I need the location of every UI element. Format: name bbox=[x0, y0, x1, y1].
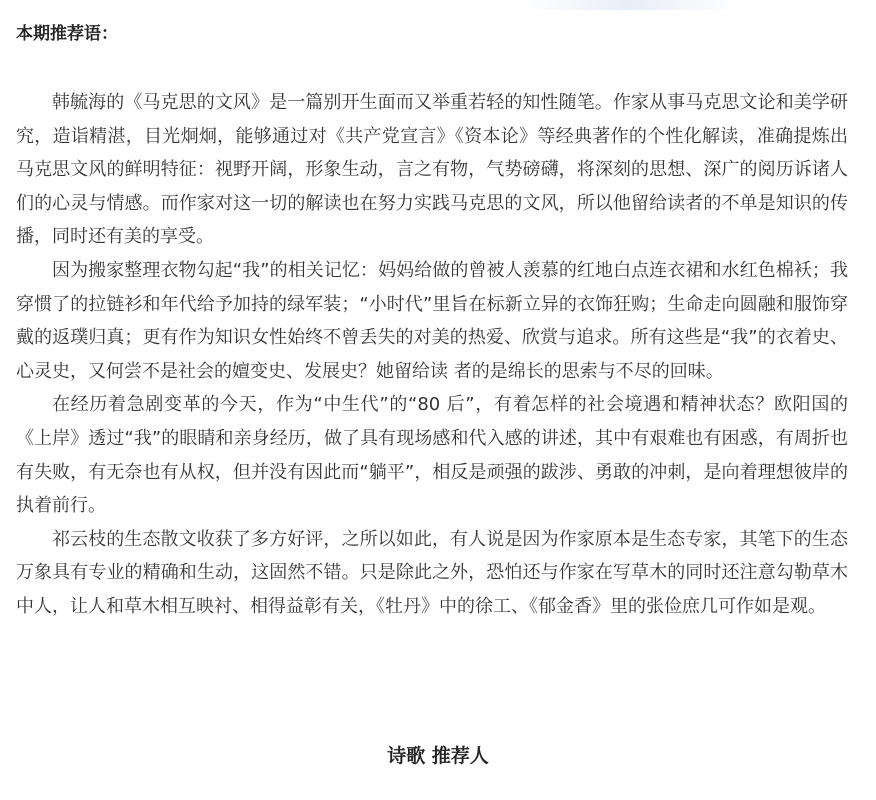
paragraph-clothing-memory: 因为搬家整理衣物勾起“我”的相关记忆：妈妈给做的曾被人羡慕的红地白点连衣裙和水红色棉袄；我穿惯了的拉链衫和年代给予加持的绿军装；“小时代”里旨在标新立异的衣饰狂购；生命走向圆融和服饰穿戴的返璞归真；更有作为知识女性始终不曾丢失的对美的热爱、欣赏与追求。所有这些是“我”的衣着史、心灵史，又何尝不是社会的嬗变史、发展史？她留给读 者的是绵长的思索与不尽的回味。 bbox=[16, 259, 848, 382]
recommendation-body bbox=[16, 86, 848, 624]
header-watermark bbox=[520, 0, 740, 10]
section-title-poetry: 诗歌 推荐人 bbox=[387, 745, 489, 767]
recommendation-heading: 本期推荐语： bbox=[16, 24, 118, 44]
paragraph-han-yuhai: 韩毓海的《马克思的文风》是一篇别开生面而又举重若轻的知性随笔。作家从事马克思文论和美学研究，造诣精湛，目光炯炯，能够通过对《共产党宣言》《资本论》等经典著作的个性化解读，准确提炼出马克思文风的鲜明特征：视野开阔，形象生动，言之有物，气势磅礴，将深刻的思想、深广的阅历诉诸人们的心灵与情感。而作家对这一切的解读也在努力实践马克思的文风，所以他留给读者的不单是知识的传播，同时还有美的享受。 bbox=[16, 92, 848, 248]
paragraph-qi-yunzhi: 祁云枝的生态散文收获了多方好评，之所以如此，有人说是因为作家原本是生态专家，其笔下的生态万象具有专业的精确和生动，这固然不错。只是除此之外，恐怕还与作家在写草木的同时还注意勾勒草木中人，让人和草木相互映衬、相得益彰有关，《牡丹》中的徐工、《郁金香》里的张俭庶几可作如是观。 bbox=[16, 528, 848, 617]
paragraph-shang-an: 在经历着急剧变革的今天，作为“中生代”的“80 后”，有着怎样的社会境遇和精神状态？欧阳国的《上岸》透过“我”的眼睛和亲身经历，做了具有现场感和代入感的讲述，其中有艰难也有困惑，有周折也有失败，有无奈也有从权，但并没有因此而“躺平”，相反是顽强的跋涉、勇敢的冲刺，是向着理想彼岸的执着前行。 bbox=[16, 394, 848, 517]
